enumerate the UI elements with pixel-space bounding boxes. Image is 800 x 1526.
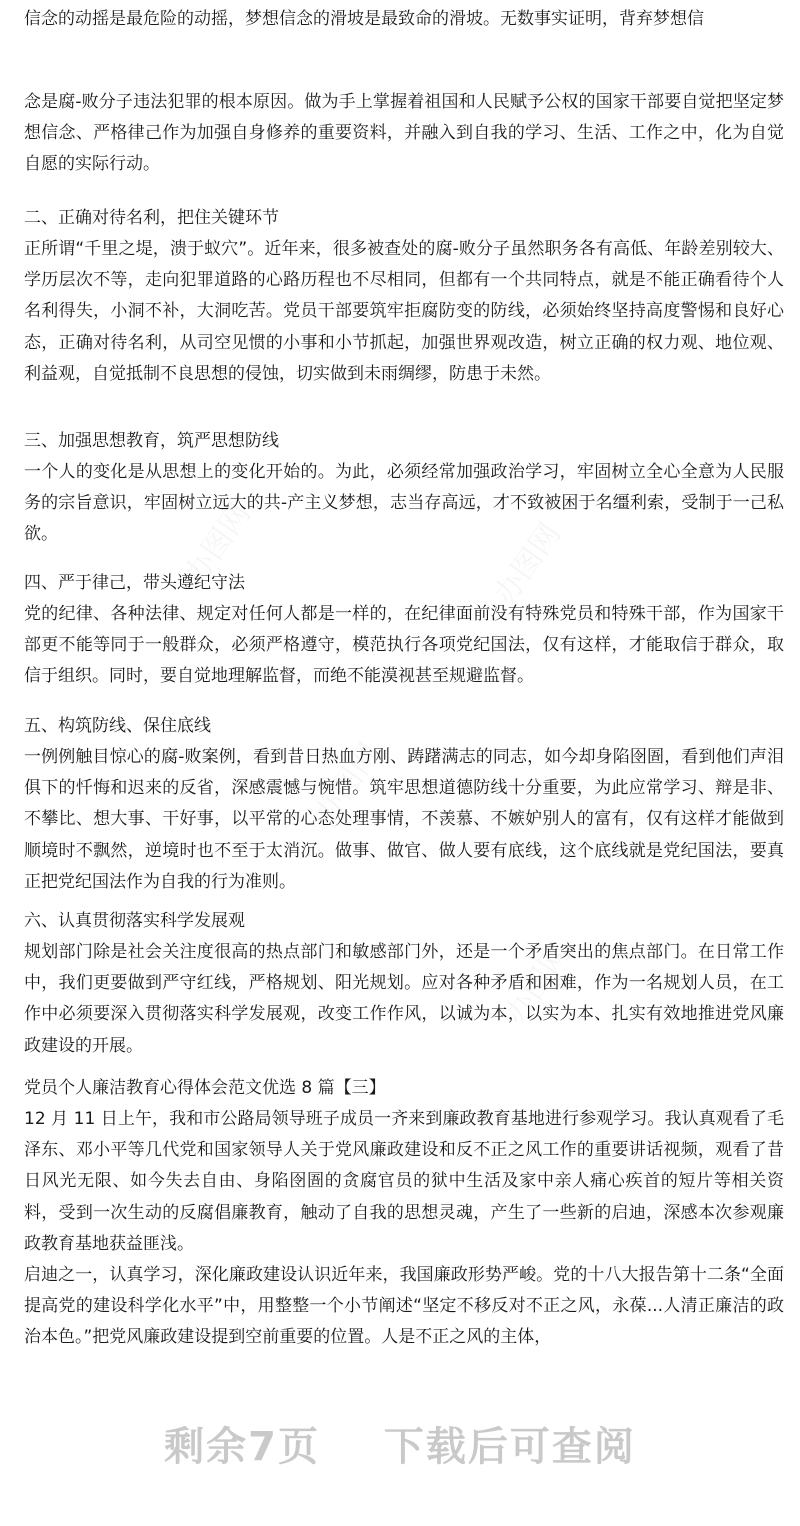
section-heading-6: 六、认真贯彻落实科学发展观 — [24, 911, 245, 931]
paragraph-4: 党的纪律、各种法律、规定对任何人都是一样的，在纪律面前没有特殊党员和特殊干部，作为国家干部更不能等同于一般群众，必须严格遵守，模范执行各项党纪国法，仅有这样，才能取信于群众，取信于组织。同时，要自觉地理解监督，而绝不能漠视甚至规避监督。 — [24, 604, 784, 687]
section-heading-5: 五、构筑防线、保住底线 — [24, 716, 211, 736]
paragraph-7: 12 月 11 日上午，我和市公路局领导班子成员一齐来到廉政教育基地进行参观学习。我认真观看了毛泽东、邓小平等几代党和国家领导人关于党风廉政建设和反不正之风工作的重要讲话视频，观看了昔日风光无限、如今失去自由、身陷囹圄的贪腐官员的狱中生活及家中亲人痛心疾首的短片等相关资料，受到一次生动的反腐倡廉教育，触动了自我的思想灵魂，产生了一些新的启迪，深感本次参观廉政教育基地获益匪浅。 — [24, 1109, 784, 1254]
text-line-top: 信念的动摇是最危险的动摇，梦想信念的滑坡是最致命的滑坡。无数事实证明，背弃梦想信 — [24, 9, 704, 29]
remaining-pages-text: 剩余7页 — [164, 1424, 320, 1470]
section-heading-4: 四、严于律己，带头遵纪守法 — [24, 573, 245, 593]
paragraph-6: 规划部门除是社会关注度很高的热点部门和敏感部门外，还是一个矛盾突出的焦点部门。在日常工作中，我们更要做到严守红线，严格规划、阳光规划。应对各种矛盾和困难，作为一名规划人员，在工作中必须要深入贯彻落实科学发展观，改变工作作风，以诚为本，以实为本、扎实有效地推进党风廉政建设的开展。 — [24, 942, 784, 1056]
download-to-read-text: 下载后可查阅 — [383, 1424, 636, 1470]
paragraph-5: 一例例触目惊心的腐-败案例，看到昔日热血方刚、踌躇满志的同志，如今却身陷囹圄，看到他们声泪俱下的忏悔和迟来的反省，深感震憾与惋惜。筑牢思想道德防线十分重要，为此应常学习、辩是非、不攀比、想大事、干好事，以平常的心态处理事情，不羡慕、不嫉妒别人的富有，仅有这样才能做到顺境时不飘然，逆境时也不至于太消沉。做事、做官、做人要有底线，这个底线就是党纪国法，要真正把党纪国法作为自我的行为准则。 — [24, 747, 784, 892]
paragraph-1: 念是腐-败分子违法犯罪的根本原因。做为手上掌握着祖国和人民赋予公权的国家干部要自觉把坚定梦想信念、严格律己作为加强自身修养的重要资料，并融入到自我的学习、生活、工作之中，化为自觉自愿的实际行动。 — [24, 92, 784, 175]
paragraph-2: 正所谓“千里之堤，溃于蚁穴”。近年来，很多被查处的腐-败分子虽然职务各有高低、年龄差别较大、学历层次不等，走向犯罪道路的心路历程也不尽相同，但都有一个共同特点，就是不能正确看待个人名利得失，小洞不补，大洞吃苦。党员干部要筑牢拒腐防变的防线，必须始终坚持高度警惕和良好心态，正确对待名利，从司空见惯的小事和小节抓起，加强世界观改造，树立正确的权力观、地位观、利益观，自觉抵制不良思想的侵蚀，切实做到未雨绸缪，防患于未然。 — [24, 239, 784, 384]
download-prompt[interactable] — [0, 1415, 800, 1472]
section-heading-7: 党员个人廉洁教育心得体会范文优选 8 篇【三】 — [24, 1078, 386, 1098]
section-heading-2: 二、正确对待名利，把住关键环节 — [24, 208, 279, 228]
paragraph-8: 启迪之一，认真学习，深化廉政建设认识近年来，我国廉政形势严峻。党的十八大报告第十二条“全面提高党的建设科学化水平”中，用整整一个小节阐述“坚定不移反对不正之风，永葆...人清正廉洁的政治本色。”把党风廉政建设提到空前重要的位置。人是不正之风的主体， — [24, 1265, 784, 1348]
paragraph-3: 一个人的变化是从思想上的变化开始的。为此，必须经常加强政治学习，牢固树立全心全意为人民服务的宗旨意识，牢固树立远大的共-产主义梦想，志当存高远，才不致被困于名缰利索，受制于一己私欲。 — [24, 462, 784, 545]
section-heading-3: 三、加强思想教育，筑严思想防线 — [24, 431, 279, 451]
